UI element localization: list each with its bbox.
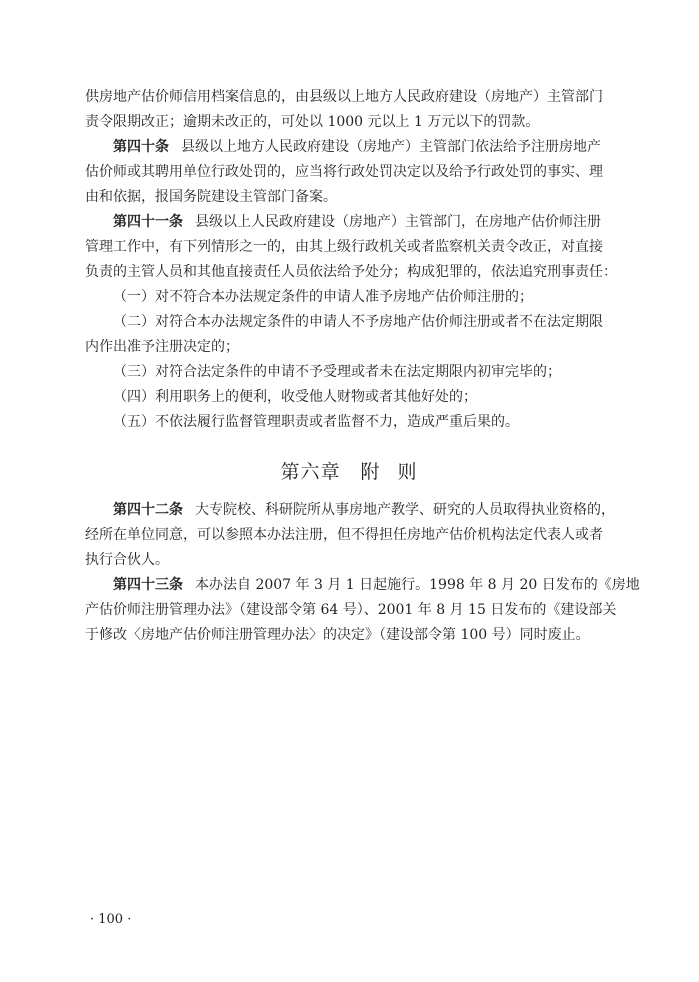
text-line: 供房地产估价师信用档案信息的，由县级以上地方人民政府建设（房地产）主管部门 <box>85 89 603 105</box>
text-line: 估价师或其聘用单位行政处罚的，应当将行政处罚决定以及给予行政处罚的事实、理 <box>85 164 603 180</box>
text-line <box>85 573 640 598</box>
article-43 <box>85 573 640 648</box>
page-body <box>85 85 640 648</box>
list-item: （二）对符合本办法规定条件的申请人不予房地产估价师注册或者不在法定期限 <box>113 314 603 330</box>
text-line <box>85 210 613 235</box>
article-42 <box>85 498 613 573</box>
text-line: 产估价师注册管理办法》（建设部令第 64 号）、2001 年 8 月 15 日发布的《建设部关 <box>85 602 617 618</box>
list-item-continued: 内作出准予注册决定的； <box>85 339 239 355</box>
text-line: 于修改〈房地产估价师注册管理办法〉的决定》（建设部令第 100 号）同时废止。 <box>85 627 590 643</box>
article-number: 第四十三条 <box>113 577 183 593</box>
article-40 <box>85 135 613 210</box>
text-line: 由和依据，报国务院建设主管部门备案。 <box>85 189 337 205</box>
list-item: （五）不依法履行监督管理职责或者监督不力，造成严重后果的。 <box>113 414 519 430</box>
article-number: 第四十二条 <box>113 502 183 518</box>
chapter-title: 第六章 附 则 <box>280 461 418 483</box>
text-line <box>85 498 613 523</box>
article-41 <box>85 210 617 435</box>
article-text: 县级以上地方人民政府建设（房地产）主管部门依法给予注册房地产 <box>181 139 601 155</box>
page-number: · 100 · <box>90 912 132 927</box>
text-line <box>85 135 613 160</box>
article-number: 第四十条 <box>113 139 169 155</box>
article-text: 本办法自 2007 年 3 月 1 日起施行。1998 年 8 月 20 日发布的《房地 <box>195 577 640 593</box>
list-item: （三）对符合法定条件的申请不予受理或者未在法定期限内初审完毕的； <box>113 364 561 380</box>
text-line: 管理工作中，有下列情形之一的，由其上级行政机关或者监察机关责令改正，对直接 <box>85 239 603 255</box>
text-line: 责令限期改正；逾期未改正的，可处以 1000 元以上 1 万元以下的罚款。 <box>85 114 540 130</box>
article-text: 大专院校、科研院所从事房地产教学、研究的人员取得执业资格的， <box>195 502 615 518</box>
text-line: 执行合伙人。 <box>85 552 169 568</box>
list-item: （四）利用职务上的便利，收受他人财物或者其他好处的； <box>113 389 477 405</box>
article-text: 县级以上人民政府建设（房地产）主管部门，在房地产估价师注册 <box>195 214 601 230</box>
text-line: 负责的主管人员和其他直接责任人员依法给予处分；构成犯罪的，依法追究刑事责任： <box>85 264 617 280</box>
article-number: 第四十一条 <box>113 214 183 230</box>
list-item: （一）对不符合本办法规定条件的申请人准予房地产估价师注册的； <box>113 289 533 305</box>
text-line: 经所在单位同意，可以参照本办法注册，但不得担任房地产估价机构法定代表人或者 <box>85 527 603 543</box>
paragraph-continued <box>85 85 613 135</box>
